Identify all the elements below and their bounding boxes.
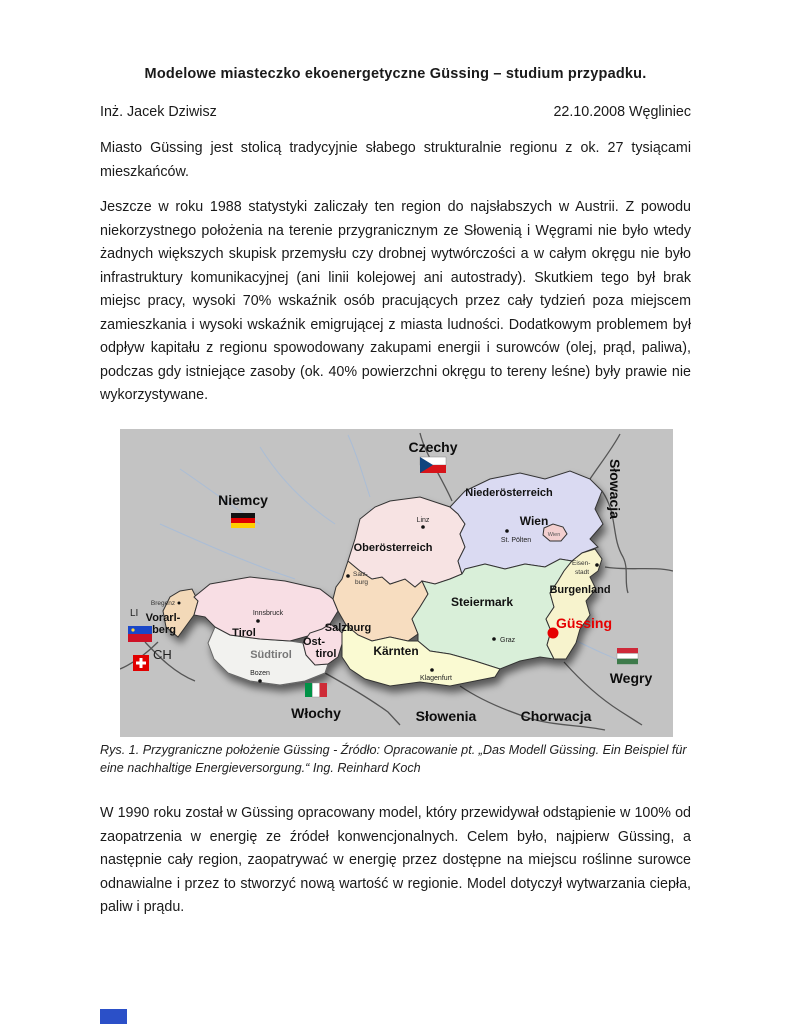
paragraph-1: Miasto Güssing jest stolicą tradycyjnie słabego strukturalnie regionu z ok. 27 tysiącami mieszkańców. [100,140,691,180]
page-title: Modelowe miasteczko ekoenergetyczne Güssing – studium przypadku. [144,66,647,82]
region-label-burgenland: Burgenland [549,584,611,596]
page-bottom-artifact [100,1009,127,1024]
swiss-flag-icon [133,655,149,671]
city-label-bregenz: Bregenz [150,600,176,607]
city-label-bozen: Bozen [250,670,270,677]
region-label-kaernten: Kärnten [373,644,419,658]
country-label-slowacja: Słowacja [607,459,623,519]
region-label-vorarlberg-1: Vorarl- [145,612,181,624]
country-label-niemcy: Niemcy [218,492,268,508]
country-label-slowenia: Słowenia [415,708,477,724]
region-label-wien: Wien [519,514,549,528]
hungarian-flag-icon [617,648,638,664]
paragraph-3: W 1990 roku został w Güssing opracowany model, który przewidywał odstąpienie w 100% od zaopatrzenia w energię ze źródeł konwencjonalnych. Celem było, najpierw Güssing, a następnie cały region, zaopatrywać w energię przez dostępne na miejscu roślinne surowce odnawialne i przez to stworzyć nową wartość w regionie. Model dotyczył wytwarzania ciepła, paliw i prądu. [100,805,691,915]
paragraph-2: Jeszcze w roku 1988 statystyki zaliczały ten region do najsłabszych w Austrii. Z powodu niekorzystnego położenia na terenie przygranicznym ze Słowenią i Węgrami nie było wtedy żadnych większych skupisk przemysłu czy drobnej wytwórczości a w całym okręgu nie było infrastruktury komunikacyjnej (ani linii kolejowej ani autostrady). Skutkiem tego był brak miejsc pracy, wysoki 70% wskaźnik osób pracujących przez cały tydzień poza miejscem zamieszkania i wysoki wskaźnik emigrującej z miasta ludności. Dodatkowym problemem był odpływ kapitału z regionu spowodowany zakupami energii i surowców (olej, prąd, paliwa), podczas gdy istniejące zasoby (ok. 40% powierzchni okręgu to tereny leśne) były prawie nie wykorzystywane. [100,199,691,403]
austria-map-figure [120,429,673,737]
region-label-salzburg: Salzburg [324,622,372,634]
city-label-linz: Linz [416,517,430,524]
region-label-steiermark: Steiermark [450,595,514,609]
city-label-st-poelten: St. Pölten [500,537,532,544]
figure-caption: Rys. 1. Przygraniczne położenie Güssing - Źródło: Opracowanie pt. „Das Modell Güssing. Ein Beispiel für eine nachhaltige Energieversorgung.“ Ing. Reinhard Koch [100,743,687,775]
italian-flag-icon [305,683,327,697]
region-label-vorarlberg-2: berg [152,624,176,636]
country-label-wegry: Wegry [609,670,653,686]
country-label-chorwacja: Chorwacja [520,708,592,724]
country-label-wlochy: Włochy [291,705,341,721]
region-label-niederoesterreich: Niederösterreich [465,487,553,499]
region-label-tirol: Tirol [232,627,256,639]
city-label-graz: Graz [500,637,516,644]
city-label-salzburg-2: burg [355,579,369,586]
region-label-oberoesterreich: Oberösterreich [353,542,433,554]
country-label-ch: CH [153,647,172,662]
region-label-suedtirol: Südtirol [250,649,292,661]
city-label-salzburg-1: Salz- [353,571,368,578]
city-label-eisenstadt-2: stadt [575,569,590,576]
austria-map [120,429,673,737]
author: Inż. Jacek Dziwisz [100,104,217,120]
german-flag-icon [231,513,255,528]
region-label-osttirol-2: tirol [315,648,337,660]
city-label-klagenfurt: Klagenfurt [420,675,452,682]
city-label-wien: Wien [547,532,561,538]
region-label-osttirol-1: Ost- [303,636,325,648]
byline [100,104,691,120]
date-place: 22.10.2008 Węgliniec [553,104,691,120]
city-label-innsbruck: Innsbruck [252,610,284,617]
city-label-eisenstadt-1: Eisen- [572,560,591,567]
guessing-label: Güssing [555,615,613,631]
country-label-czechy: Czechy [408,439,458,455]
czech-flag-icon [420,457,446,473]
liechtenstein-flag-icon [128,626,152,642]
country-label-li: LI [130,608,139,619]
